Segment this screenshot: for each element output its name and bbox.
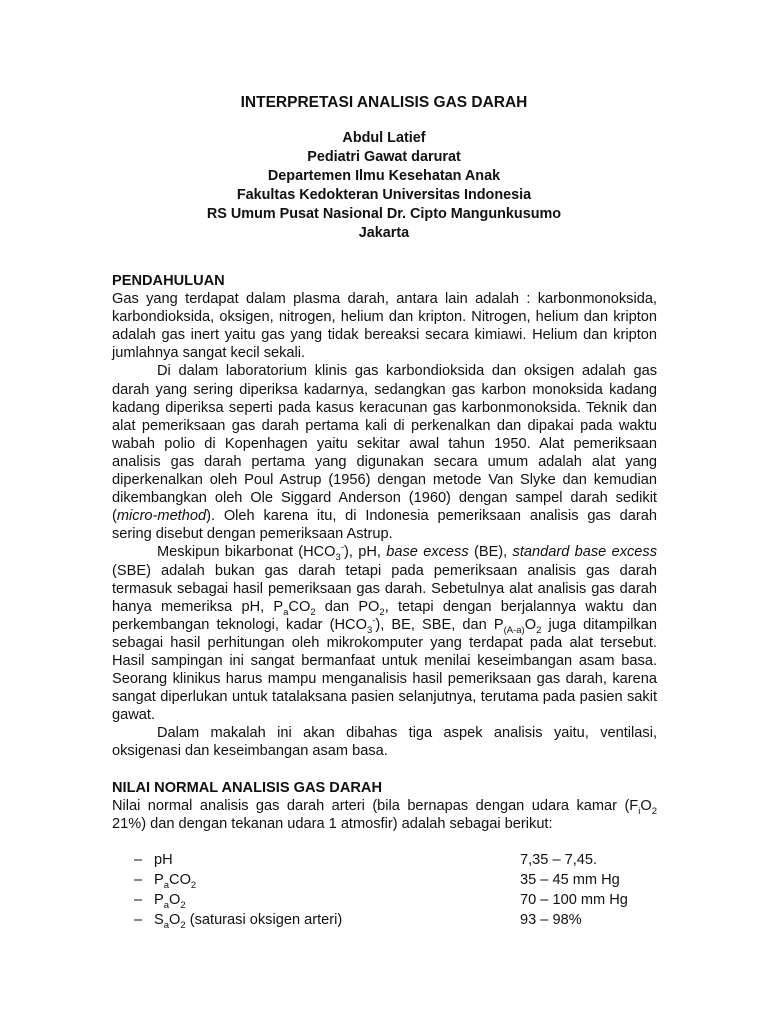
list-value: 70 – 100 mm Hg xyxy=(520,891,628,908)
author-block xyxy=(0,129,768,243)
list-item xyxy=(112,911,657,931)
intro-paragraph-2: Di dalam laboratorium klinis gas karbondioksida dan oksigen adalah gas darah yang sering diperiksa kadarnya, sedangkan gas karbon monoksida kadang kadang diperiksa seperti pada kasus keracunan gas karbonmonoksida. Teknik dan alat pemeriksaan gas darah pertama kali di perkenalkan dan dipakai pada waktu wabah polio di Kopenhagen yaitu sekitar awal tahun 1950. Alat pemeriksaan analisis gas darah pertama yang digunakan secara umum adalah alat yang diperkenalkan oleh Poul Astrup (1956) dengan metode Van Slyke dan kemudian dikembangkan oleh Ole Siggard Anderson (1960) dengan sampel darah sedikit (micro-method). Oleh karena itu, di Indonesia pemeriksaan analisis gas darah sering disebut dengan pemeriksaan Astrup. xyxy=(112,363,657,543)
list-item xyxy=(112,891,657,911)
intro-paragraph-4: Dalam makalah ini akan dibahas tiga aspek analisis yaitu, ventilasi, oksigenasi dan keseimbangan asam basa. xyxy=(112,725,657,760)
section-heading-normal-values: NILAI NORMAL ANALISIS GAS DARAH xyxy=(112,779,382,796)
list-dash: – xyxy=(134,871,143,888)
list-value: 35 – 45 mm Hg xyxy=(520,871,620,888)
normal-values-paragraph: Nilai normal analisis gas darah arteri (bila bernapas dengan udara kamar ($F_iO_2$ 21%) dan dengan tekanan udara 1 atmosfir) adalah sebagai berikut: xyxy=(112,797,657,832)
list-dash: – xyxy=(134,851,143,868)
author-division: Pediatri Gawat darurat xyxy=(307,149,461,165)
normal-values-list xyxy=(112,851,657,931)
document-body xyxy=(112,272,657,931)
list-value: 93 – 98% xyxy=(520,911,582,928)
section-heading-intro: PENDAHULUAN xyxy=(112,273,225,289)
document-title: INTERPRETASI ANALISIS GAS DARAH xyxy=(240,94,528,111)
list-item xyxy=(112,871,657,891)
list-label: $S_aO_2$ (saturasi oksigen arteri) xyxy=(154,911,343,931)
list-label: $P_aCO_2$ xyxy=(154,871,197,891)
list-item xyxy=(112,851,657,871)
author-faculty: Fakultas Kedokteran Universitas Indonesia xyxy=(236,187,532,203)
author-department: Departemen Ilmu Kesehatan Anak xyxy=(267,168,501,184)
list-label: $P_aO_2$ xyxy=(154,891,186,911)
author-city: Jakarta xyxy=(358,225,410,241)
list-value: 7,35 – 7,45. xyxy=(520,851,598,868)
list-dash: – xyxy=(134,911,143,928)
intro-paragraph-3: Meskipun bikarbonat $(HCO_3^-)$, pH, base excess (BE), standard base excess (SBE) adalah bukan gas darah tetapi pada pemeriksaan analisis gas darah termasuk sebagai hasil pemeriksaan gas darah. Sebetulnya alat analisis gas darah hanya memeriksa pH, $P_aCO_2$ dan $PO_2$, tetapi dengan berjalannya waktu dan perkembangan teknologi, kadar $(HCO_3^-)$, BE, SBE, dan $P_{(A-a)}O_2$ juga ditampilkan sebagai hasil perhitungan oleh mikrokomputer yang terdapat pada alat tersebut. Hasil sampingan ini sangat bermanfaat untuk menilai keseimbangan asam basa. Seorang klinikus harus mampu menganalisis hasil pemeriksaan gas darah, karena sangat diperlukan untuk tatalaksana pasien selanjutnya, terutama pada pasien sakit gawat. xyxy=(112,542,658,724)
list-dash: – xyxy=(134,891,143,908)
intro-paragraph-1: Gas yang terdapat dalam plasma darah, antara lain adalah : karbonmonoksida, karbondioksida, oksigen, nitrogen, helium dan kripton. Nitrogen, helium dan kripton adalah gas inert yaitu gas yang tidak bereaksi secara kimiawi. Helium dan kripton jumlahnya sangat kecil sekali. xyxy=(112,291,657,362)
author-name: Abdul Latief xyxy=(342,130,426,146)
author-hospital: RS Umum Pusat Nasional Dr. Cipto Mangunkusumo xyxy=(206,206,562,222)
list-label: pH xyxy=(154,851,173,868)
